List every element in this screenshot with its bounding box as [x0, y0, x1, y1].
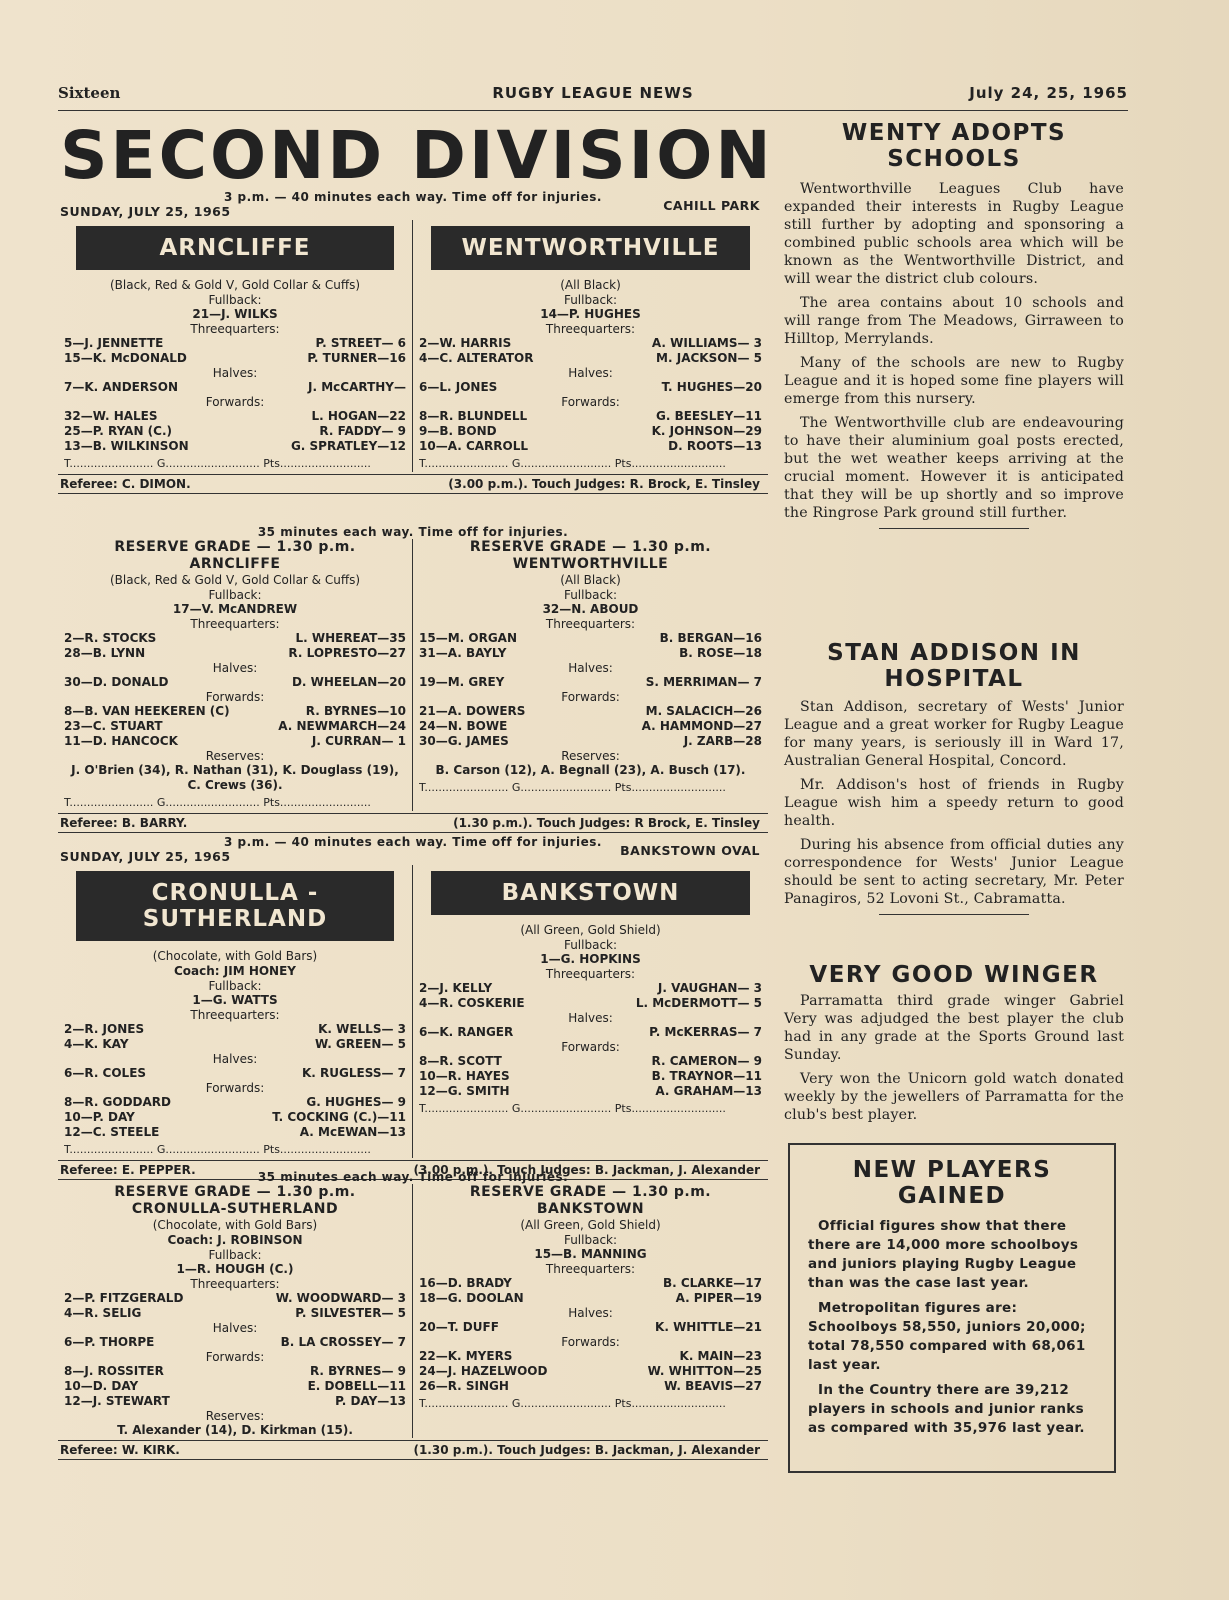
player-right: K. RUGLESS— 7: [302, 1066, 406, 1080]
player-right: K. MAIN—23: [679, 1349, 762, 1363]
player-left: 2—R. STOCKS: [64, 631, 157, 645]
position-label: Fullback:: [208, 1248, 262, 1262]
match-day: SUNDAY, JULY 25, 1965: [60, 849, 231, 864]
player-right: S. MERRIMAN— 7: [645, 675, 762, 689]
player-right: T. COCKING (C.)—11: [272, 1110, 406, 1124]
player-right: K. WELLS— 3: [318, 1022, 406, 1036]
player-right: P. DAY—13: [335, 1394, 406, 1408]
player-row: [64, 1291, 406, 1306]
player-row: [419, 1291, 762, 1306]
player-left: 8—B. VAN HEEKEREN (C): [64, 704, 230, 718]
fullback-player: 14—P. HUGHES: [540, 307, 641, 321]
player-right: W. WHITTON—25: [647, 1364, 762, 1378]
position-label: Halves:: [568, 1306, 613, 1320]
player-left: 19—M. GREY: [419, 675, 505, 689]
team-name: ARNCLIFFE: [189, 556, 281, 572]
player-left: 28—B. LYNN: [64, 646, 146, 660]
position-label: Halves:: [212, 661, 258, 675]
box-paragraph: Official figures show that there there are 14,000 more schoolboys and juniors playing Rugby League than was the case last year.: [808, 1218, 1079, 1291]
player-row: [419, 1084, 762, 1099]
position-label: Halves:: [568, 366, 613, 380]
player-right: P. McKERRAS— 7: [649, 1025, 762, 1039]
player-right: B. BERGAN—16: [659, 631, 762, 645]
player-left: 25—P. RYAN (C.): [64, 424, 172, 438]
match-block: [58, 525, 768, 833]
player-right: D. ROOTS—13: [668, 439, 762, 453]
position-label: Fullback:: [208, 293, 262, 307]
player-right: J. ZARB—28: [683, 734, 762, 748]
player-row: [419, 336, 762, 351]
player-right: L. WHEREAT—35: [295, 631, 406, 645]
player-left: 12—J. STEWART: [64, 1394, 170, 1408]
team-colours: (All Black): [560, 278, 621, 292]
player-right: W. GREEN— 5: [314, 1037, 406, 1051]
team-colours: (Black, Red & Gold V, Gold Collar & Cuffs): [109, 573, 361, 587]
player-right: A. NEWMARCH—24: [278, 719, 406, 733]
touch-judges: (1.30 p.m.). Touch Judges: R Brock, E. Tinsley: [453, 816, 760, 830]
fullback-player: 32—N. ABOUD: [542, 602, 639, 616]
player-right: R. FADDY— 9: [319, 424, 406, 438]
player-left: 4—R. COSKERIE: [419, 996, 525, 1010]
player-left: 5—J. JENNETTE: [64, 336, 164, 350]
teams-row: [58, 220, 768, 472]
player-row: [64, 1037, 406, 1052]
referee: Referee: E. PEPPER.: [60, 1163, 196, 1177]
match-block: [58, 835, 768, 1180]
player-right: B. ROSE—18: [679, 646, 762, 660]
reserves-list: B. Carson (12), A. Begnall (23), A. Busch (17).: [435, 763, 746, 777]
score-line: T........................ G.......................... Pts...........................: [419, 781, 726, 794]
article-headline: VERY GOOD WINGER: [809, 962, 1099, 988]
player-row: [64, 1095, 406, 1110]
divider: [879, 914, 1029, 915]
position-label: Threequarters:: [545, 967, 636, 981]
player-row: [419, 981, 762, 996]
player-left: 8—R. BLUNDELL: [419, 409, 528, 423]
team-colours: (All Green, Gold Shield): [520, 923, 661, 937]
position-label: Fullback:: [563, 588, 618, 602]
position-label: Fullback:: [563, 293, 618, 307]
player-row: [419, 1025, 762, 1040]
article-paragraph: Wentworthville Leagues Club have expanded their interests in Rugby League still further by adopting and sponsoring a combined public schools area which will be known as the Wentworthville District, and will wear the district club colours.: [784, 181, 1124, 287]
player-row: [64, 351, 406, 366]
player-row: [419, 719, 762, 734]
player-left: 12—G. SMITH: [419, 1084, 510, 1098]
player-left: 2—R. JONES: [64, 1022, 145, 1036]
fullback-player: 1—G. HOPKINS: [540, 952, 641, 966]
position-label: Threequarters:: [190, 322, 280, 336]
score-line: T........................ G.......................... Pts...........................: [419, 1397, 726, 1410]
article-winger: [784, 962, 1124, 1130]
match-venue: CAHILL PARK: [663, 198, 760, 213]
article-paragraph: The Wentworthville club are endeavouring to have their aluminium goal posts erected, but the wet weather keeps arriving at the crucial moment. However it is anticipated that they will be up shortly and so improve the Ringrose Park ground still further.: [784, 415, 1124, 521]
time-note: 3 p.m. — 40 minutes each way. Time off for injuries.: [224, 190, 602, 204]
position-label: Halves:: [212, 366, 258, 380]
player-right: W. WOODWARD— 3: [275, 1291, 406, 1305]
player-right: R. LOPRESTO—27: [288, 646, 406, 660]
match-day: SUNDAY, JULY 25, 1965: [60, 204, 231, 219]
officials-row: [58, 1440, 768, 1460]
player-row: [419, 1054, 762, 1069]
player-left: 23—C. STUART: [64, 719, 163, 733]
position-label: Reserves:: [561, 749, 620, 763]
player-row: [419, 734, 762, 749]
position-label: Threequarters:: [545, 1262, 636, 1276]
position-label: Forwards:: [561, 1335, 620, 1349]
player-right: B. LA CROSSEY— 7: [280, 1335, 406, 1349]
position-label: Forwards:: [205, 690, 265, 704]
position-label: Forwards:: [205, 395, 265, 409]
team-name-banner: ARNCLIFFE: [76, 226, 394, 270]
team-colours: (All Black): [560, 573, 621, 587]
officials-row: [58, 474, 768, 494]
fullback-player: 21—J. WILKS: [192, 307, 278, 321]
teams-row: [58, 865, 768, 1158]
player-row: [64, 646, 406, 661]
player-row: [419, 380, 762, 395]
player-left: 2—W. HARRIS: [419, 336, 512, 350]
article-paragraph: Mr. Addison's host of friends in Rugby League wish him a speedy return to good health.: [784, 777, 1124, 829]
article-wenty: [784, 120, 1124, 541]
player-left: 6—R. COLES: [64, 1066, 147, 1080]
position-label: Threequarters:: [545, 322, 636, 336]
team-column: [413, 865, 768, 1158]
match-block: [58, 190, 768, 494]
position-label: Halves:: [212, 1052, 258, 1066]
fullback-player: 17—V. McANDREW: [172, 602, 298, 616]
officials-row: [58, 813, 768, 833]
position-label: Fullback:: [563, 938, 618, 952]
player-left: 11—D. HANCOCK: [64, 734, 178, 748]
player-row: [64, 719, 406, 734]
position-label: Forwards:: [561, 690, 620, 704]
player-right: P. SILVESTER— 5: [295, 1306, 406, 1320]
position-label: Fullback:: [208, 979, 262, 993]
player-left: 10—R. HAYES: [419, 1069, 510, 1083]
player-row: [419, 631, 762, 646]
player-row: [419, 409, 762, 424]
player-left: 30—G. JAMES: [419, 734, 509, 748]
player-right: G. BEESLEY—11: [655, 409, 762, 423]
player-row: [64, 380, 406, 395]
team-colours: (Chocolate, with Gold Bars): [152, 949, 318, 963]
time-note: 35 minutes each way. Time off for injuries.: [257, 525, 569, 539]
player-row: [419, 1320, 762, 1335]
player-left: 21—A. DOWERS: [419, 704, 526, 718]
player-left: 8—J. ROSSITER: [64, 1364, 164, 1378]
player-row: [64, 631, 406, 646]
player-right: W. BEAVIS—27: [664, 1379, 762, 1393]
player-left: 10—D. DAY: [64, 1379, 139, 1393]
position-label: Forwards:: [205, 1081, 265, 1095]
player-row: [419, 424, 762, 439]
team-colours: (Chocolate, with Gold Bars): [152, 1218, 318, 1232]
touch-judges: (1.30 p.m.). Touch Judges: B. Jackman, J. Alexander: [413, 1443, 760, 1457]
team-column: [58, 539, 413, 811]
referee: Referee: C. DIMON.: [60, 477, 191, 491]
reserves-list: J. O'Brien (34), R. Nathan (31), K. Douglass (19), C. Crews (36).: [71, 763, 399, 792]
date-venue-row: [58, 843, 768, 865]
reserves-list: T. Alexander (14), D. Kirkman (15).: [117, 1423, 353, 1437]
player-left: 20—T. DUFF: [419, 1320, 499, 1334]
date-venue-row: [58, 198, 768, 220]
team-colours: (Black, Red & Gold V, Gold Collar & Cuffs): [109, 278, 361, 292]
player-left: 4—K. KAY: [64, 1037, 129, 1051]
position-label: Halves:: [568, 661, 613, 675]
player-row: [64, 1379, 406, 1394]
player-row: [419, 439, 762, 454]
player-right: B. CLARKE—17: [662, 1276, 762, 1290]
player-row: [419, 1379, 762, 1394]
position-label: Forwards:: [205, 1350, 265, 1364]
player-left: 12—C. STEELE: [64, 1125, 160, 1139]
position-label: Reserves:: [205, 1409, 265, 1423]
position-label: Fullback:: [208, 588, 262, 602]
player-right: B. TRAYNOR—11: [651, 1069, 762, 1083]
player-left: 2—J. KELLY: [419, 981, 493, 995]
player-left: 6—K. RANGER: [419, 1025, 514, 1039]
time-note: 35 minutes each way. Time off for injuries.: [257, 1170, 569, 1184]
article-paragraph: Very won the Unicorn gold watch donated weekly by the jewellers of Parramatta for the club's best player.: [784, 1071, 1124, 1123]
player-right: D. WHEELAN—20: [291, 675, 406, 689]
player-left: 15—M. ORGAN: [419, 631, 517, 645]
team-name-banner: WENTWORTHVILLE: [431, 226, 750, 270]
player-left: 8—R. SCOTT: [419, 1054, 502, 1068]
player-right: K. JOHNSON—29: [651, 424, 762, 438]
player-right: G. HUGHES— 9: [306, 1095, 406, 1109]
player-row: [64, 409, 406, 424]
player-right: P. TURNER—16: [307, 351, 406, 365]
team-name: CRONULLA-SUTHERLAND: [131, 1201, 339, 1217]
team-column: [58, 220, 413, 472]
player-left: 24—N. BOWE: [419, 719, 508, 733]
position-label: Halves:: [568, 1011, 613, 1025]
player-right: A. HAMMOND—27: [641, 719, 762, 733]
team-name-banner: CRONULLA - SUTHERLAND: [76, 871, 394, 941]
article-paragraph: Parramatta third grade winger Gabriel Very was adjudged the best player the club had in any grade at the Sports Ground last Sunday.: [784, 993, 1124, 1063]
player-left: 26—R. SINGH: [419, 1379, 509, 1393]
touch-judges: (3.00 p.m.). Touch Judges: B. Jackman, J. Alexander: [413, 1163, 760, 1177]
box-paragraph: Metropolitan figures are: Schoolboys 58,550, juniors 20,000; total 78,550 compared with 68,061 last year.: [808, 1300, 1086, 1373]
page-title: SECOND DIVISION: [60, 117, 774, 194]
player-right: J. CURRAN— 1: [311, 734, 406, 748]
player-row: [64, 336, 406, 351]
player-right: R. BYRNES—10: [305, 704, 406, 718]
player-left: 18—G. DOOLAN: [419, 1291, 524, 1305]
player-row: [419, 704, 762, 719]
player-left: 15—K. McDONALD: [64, 351, 187, 365]
team-name: WENTWORTHVILLE: [512, 556, 669, 572]
player-row: [419, 1364, 762, 1379]
player-right: M. JACKSON— 5: [656, 351, 762, 365]
position-label: Fullback:: [563, 1233, 618, 1247]
score-line: T........................ G.......................... Pts...........................: [419, 457, 726, 470]
team-column: [413, 220, 768, 472]
team-column: [413, 539, 768, 811]
player-row: [419, 1349, 762, 1364]
box-paragraph: In the Country there are 39,212 players in schools and junior ranks as compared with 35,976 last year.: [808, 1382, 1085, 1436]
player-left: 24—J. HAZELWOOD: [419, 1364, 548, 1378]
article-paragraph: Many of the schools are new to Rugby League and it is hoped some fine players will emerge from this nursery.: [784, 355, 1124, 407]
article-headline: STAN ADDISON IN HOSPITAL: [827, 640, 1081, 692]
player-left: 9—B. BOND: [419, 424, 497, 438]
time-note: 3 p.m. — 40 minutes each way. Time off for injuries.: [224, 835, 602, 849]
player-left: 30—D. DONALD: [64, 675, 169, 689]
player-left: 32—W. HALES: [64, 409, 158, 423]
grade-heading: RESERVE GRADE — 1.30 p.m.: [469, 1184, 712, 1200]
publication-name: RUGBY LEAGUE NEWS: [492, 84, 694, 102]
player-row: [419, 675, 762, 690]
player-right: E. DOBELL—11: [307, 1379, 406, 1393]
player-right: A. McEWAN—13: [299, 1125, 406, 1139]
referee: Referee: W. KIRK.: [60, 1443, 180, 1457]
player-right: R. BYRNES— 9: [309, 1364, 406, 1378]
player-right: A. WILLIAMS— 3: [651, 336, 762, 350]
fullback-player: 1—G. WATTS: [192, 993, 278, 1007]
player-right: R. CAMERON— 9: [651, 1054, 762, 1068]
fullback-player: 1—R. HOUGH (C.): [176, 1262, 294, 1276]
player-row: [64, 439, 406, 454]
grade-heading: RESERVE GRADE — 1.30 p.m.: [114, 1184, 356, 1200]
team-column: [58, 1184, 413, 1438]
player-row: [64, 1394, 406, 1409]
coach-name: Coach: J. ROBINSON: [167, 1233, 303, 1247]
article-paragraph: During his absence from official duties any correspondence for Wests' Junior League should be sent to acting secretary, Mr. Peter Panagiros, 52 Lovoni St., Cabramatta.: [784, 837, 1124, 907]
match-block: [58, 1170, 768, 1460]
player-right: L. McDERMOTT— 5: [635, 996, 762, 1010]
player-left: 6—P. THORPE: [64, 1335, 155, 1349]
team-column: [413, 1184, 768, 1438]
player-left: 8—R. GODDARD: [64, 1095, 172, 1109]
position-label: Threequarters:: [190, 1008, 280, 1022]
player-row: [64, 734, 406, 749]
player-row: [64, 1022, 406, 1037]
player-right: A. PIPER—19: [675, 1291, 762, 1305]
score-line: T........................ G........................... Pts..........................: [64, 796, 371, 809]
player-row: [64, 675, 406, 690]
position-label: Threequarters:: [545, 617, 636, 631]
player-row: [419, 1276, 762, 1291]
referee: Referee: B. BARRY.: [60, 816, 188, 830]
issue-date: July 24, 25, 1965: [969, 84, 1128, 102]
teams-row: [58, 539, 768, 811]
touch-judges: (3.00 p.m.). Touch Judges: R. Brock, E. Tinsley: [448, 477, 760, 491]
team-name: BANKSTOWN: [536, 1201, 645, 1217]
player-right: K. WHITTLE—21: [655, 1320, 762, 1334]
score-line: T........................ G........................... Pts..........................: [64, 1143, 371, 1156]
player-row: [64, 1364, 406, 1379]
page-header: [58, 84, 1128, 111]
player-row: [64, 1110, 406, 1125]
teams-row: [58, 1184, 768, 1438]
match-venue: BANKSTOWN OVAL: [620, 843, 760, 858]
team-name-banner: BANKSTOWN: [431, 871, 750, 915]
player-right: G. SPRATLEY—12: [290, 439, 406, 453]
player-right: J. VAUGHAN— 3: [657, 981, 762, 995]
player-row: [64, 704, 406, 719]
position-label: Reserves:: [205, 749, 265, 763]
grade-heading: RESERVE GRADE — 1.30 p.m.: [114, 539, 356, 555]
team-colours: (All Green, Gold Shield): [520, 1218, 661, 1232]
page-number: Sixteen: [58, 84, 121, 102]
position-label: Threequarters:: [190, 1277, 280, 1291]
player-right: L. HOGAN—22: [311, 409, 406, 423]
player-row: [64, 424, 406, 439]
player-right: T. HUGHES—20: [661, 380, 762, 394]
player-left: 22—K. MYERS: [419, 1349, 513, 1363]
player-left: 7—K. ANDERSON: [64, 380, 178, 394]
new-players-box: [788, 1143, 1116, 1473]
player-right: P. STREET— 6: [315, 336, 406, 350]
player-row: [419, 646, 762, 661]
player-left: 10—A. CARROLL: [419, 439, 529, 453]
player-left: 6—L. JONES: [419, 380, 498, 394]
divider: [879, 528, 1029, 529]
article-paragraph: Stan Addison, secretary of Wests' Junior League and a great worker for Rugby League for many years, is seriously ill in Ward 17, Australian General Hospital, Concord.: [784, 699, 1124, 769]
player-left: 13—B. WILKINSON: [64, 439, 189, 453]
player-right: M. SALACICH—26: [645, 704, 762, 718]
team-column: [58, 865, 413, 1158]
article-paragraph: The area contains about 10 schools and will range from The Meadows, Girraween to Hilltop, Merrylands.: [784, 295, 1124, 347]
player-left: 10—P. DAY: [64, 1110, 135, 1124]
position-label: Threequarters:: [190, 617, 280, 631]
grade-heading: RESERVE GRADE — 1.30 p.m.: [469, 539, 712, 555]
article-headline: WENTY ADOPTS SCHOOLS: [841, 120, 1067, 172]
player-row: [419, 996, 762, 1011]
player-row: [419, 1069, 762, 1084]
position-label: Forwards:: [561, 395, 620, 409]
player-left: 16—D. BRADY: [419, 1276, 512, 1290]
player-row: [419, 351, 762, 366]
player-row: [64, 1066, 406, 1081]
position-label: Halves:: [212, 1321, 258, 1335]
player-row: [64, 1306, 406, 1321]
score-line: T........................ G........................... Pts..........................: [64, 457, 371, 470]
player-row: [64, 1125, 406, 1140]
score-line: T........................ G.......................... Pts...........................: [419, 1102, 726, 1115]
player-left: 4—C. ALTERATOR: [419, 351, 534, 365]
player-left: 4—R. SELIG: [64, 1306, 142, 1320]
box-headline: NEW PLAYERS GAINED: [852, 1157, 1052, 1209]
player-row: [64, 1335, 406, 1350]
article-addison: [784, 640, 1124, 927]
position-label: Forwards:: [561, 1040, 620, 1054]
player-left: 31—A. BAYLY: [419, 646, 507, 660]
player-left: 2—P. FITZGERALD: [64, 1291, 184, 1305]
player-right: J. McCARTHY—: [308, 380, 406, 394]
coach-name: Coach: JIM HONEY: [173, 964, 296, 978]
fullback-player: 15—B. MANNING: [534, 1247, 647, 1261]
player-right: A. GRAHAM—13: [655, 1084, 762, 1098]
